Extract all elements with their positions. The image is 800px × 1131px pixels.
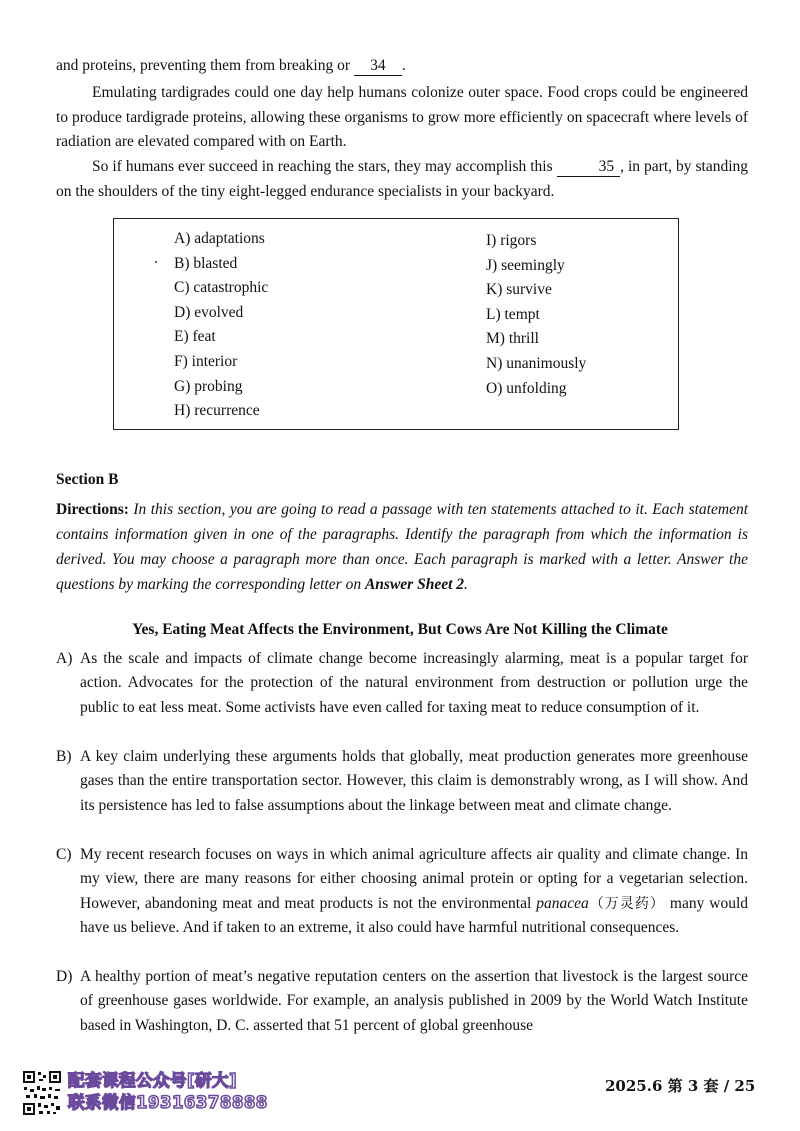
word-option: K) survive: [486, 281, 552, 299]
word-option: I) rigors: [486, 232, 537, 249]
word-option: B) blasted: [174, 254, 238, 272]
word-option: L) tempt: [486, 305, 540, 323]
word-option: E) feat: [174, 328, 216, 346]
paragraph-b: [56, 745, 748, 818]
word-option: C) catastrophic: [174, 279, 269, 297]
qr-code-icon: [22, 1070, 62, 1116]
promo-text: [68, 1070, 268, 1114]
word-option: N) unanimously: [486, 354, 587, 372]
word-bank-box: [113, 218, 679, 430]
blank-34: 34: [354, 57, 402, 76]
directions-label: Directions:: [56, 501, 129, 518]
chinese-gloss: （万灵药）: [588, 895, 665, 912]
glossed-term: panacea: [536, 894, 589, 912]
paragraph-letter: A): [56, 650, 73, 667]
section-b-heading: Section B: [56, 471, 119, 488]
word-option: F) interior: [174, 352, 238, 370]
answer-sheet-ref: Answer Sheet 2: [364, 576, 465, 593]
stray-dot: [155, 261, 157, 263]
paragraph-letter: C): [56, 846, 72, 863]
word-option: O) unfolding: [486, 379, 567, 397]
paragraph-letter: B): [56, 748, 72, 765]
paragraph-text: My recent research focuses on ways in which animal agriculture affects air quality and climate change. In my view, there are many reasons for either choosing animal protein or opting for a vegetarian selection. However, abandoning meat and meat products is not the environmental panacea（万灵药） many would have us believe. And if taken to an extreme, it also could have harmful nutritional consequences.: [80, 846, 748, 936]
paragraph-text: As the scale and impacts of climate change become increasingly alarming, meat is a popular target for action. Advocates for the protection of the natural environment from destruction or pollution urge the public to eat less meat. Some activists have even called for taxing meat to reduce consumption of it.: [80, 650, 748, 716]
promo-line-2: 联系微信19316378888: [68, 1093, 268, 1112]
passage-paragraph-colonize: Emulating tardigrades could one day help humans colonize outer space. Food crops could be engineered to produce tardigrade proteins, allowing these organisms to grow more efficiently on spacecraft where levels of radiation are elevated compared with on Earth.: [56, 84, 748, 151]
passage-paragraph-stars: So if humans ever succeed in reaching the stars, they may accomplish this 35 , in part, by standing on the shoulders of the tiny eight-legged endurance specialists in your backyard.: [56, 158, 749, 200]
word-option: M) thrill: [486, 330, 539, 348]
word-option: J) seemingly: [486, 256, 565, 274]
paragraph-text: A healthy portion of meat’s negative reputation centers on the assertion that livestock is the largest source of greenhouse gases worldwide. For example, an analysis published in 2009 by the World Watch Institute based in Washington, D. C. asserted that 51 percent of global greenhouse: [80, 968, 748, 1034]
section-b-directions: Directions: In this section, you are going to read a passage with ten statements attached to it. Each statement contains information given in one of the paragraphs. Identify the paragraph from which the information is derived. You may choose a paragraph more than once. Each paragraph is marked with a letter. Answer the questions by marking the corresponding letter on Answer Sheet 2.: [56, 501, 748, 593]
paragraph-d: [56, 965, 748, 1038]
paragraph-letter: D): [56, 968, 73, 985]
word-bank-right-column: [486, 229, 586, 401]
paragraph-text: A key claim underlying these arguments holds that globally, meat production generates more greenhouse gases than the entire transportation sector. However, this claim is demonstrably wrong, as I will show. And its persistence has led to false assumptions about the linkage between meat and climate change.: [80, 748, 748, 814]
passage-text: and proteins, preventing them from breaking or: [56, 57, 350, 74]
blank-35: 35: [557, 158, 621, 177]
word-bank-left-column: [174, 227, 268, 424]
paragraph-a: [56, 647, 748, 720]
page-number: 2025.6 第 3 套 / 25: [605, 1077, 756, 1095]
directions-text: In this section, you are going to read a passage with ten statements attached to it. Each statement contains information given in one of the paragraphs. Identify the paragraph from which the information is derived. You may choose a paragraph more than once. Each paragraph is marked with a letter. Answer the questions by marking the corresponding letter on: [56, 501, 748, 593]
word-option: D) evolved: [174, 303, 244, 321]
article-title: Yes, Eating Meat Affects the Environment, But Cows Are Not Killing the Climate: [132, 621, 668, 638]
passage-line-34: and proteins, preventing them from breaking or 34 .: [56, 57, 406, 74]
promo-line-1: 配套课程公众号[研大]: [68, 1071, 238, 1090]
word-option: H) recurrence: [174, 402, 260, 420]
word-option: A) adaptations: [174, 230, 265, 247]
paragraph-c: [56, 843, 748, 940]
word-option: G) probing: [174, 377, 243, 395]
